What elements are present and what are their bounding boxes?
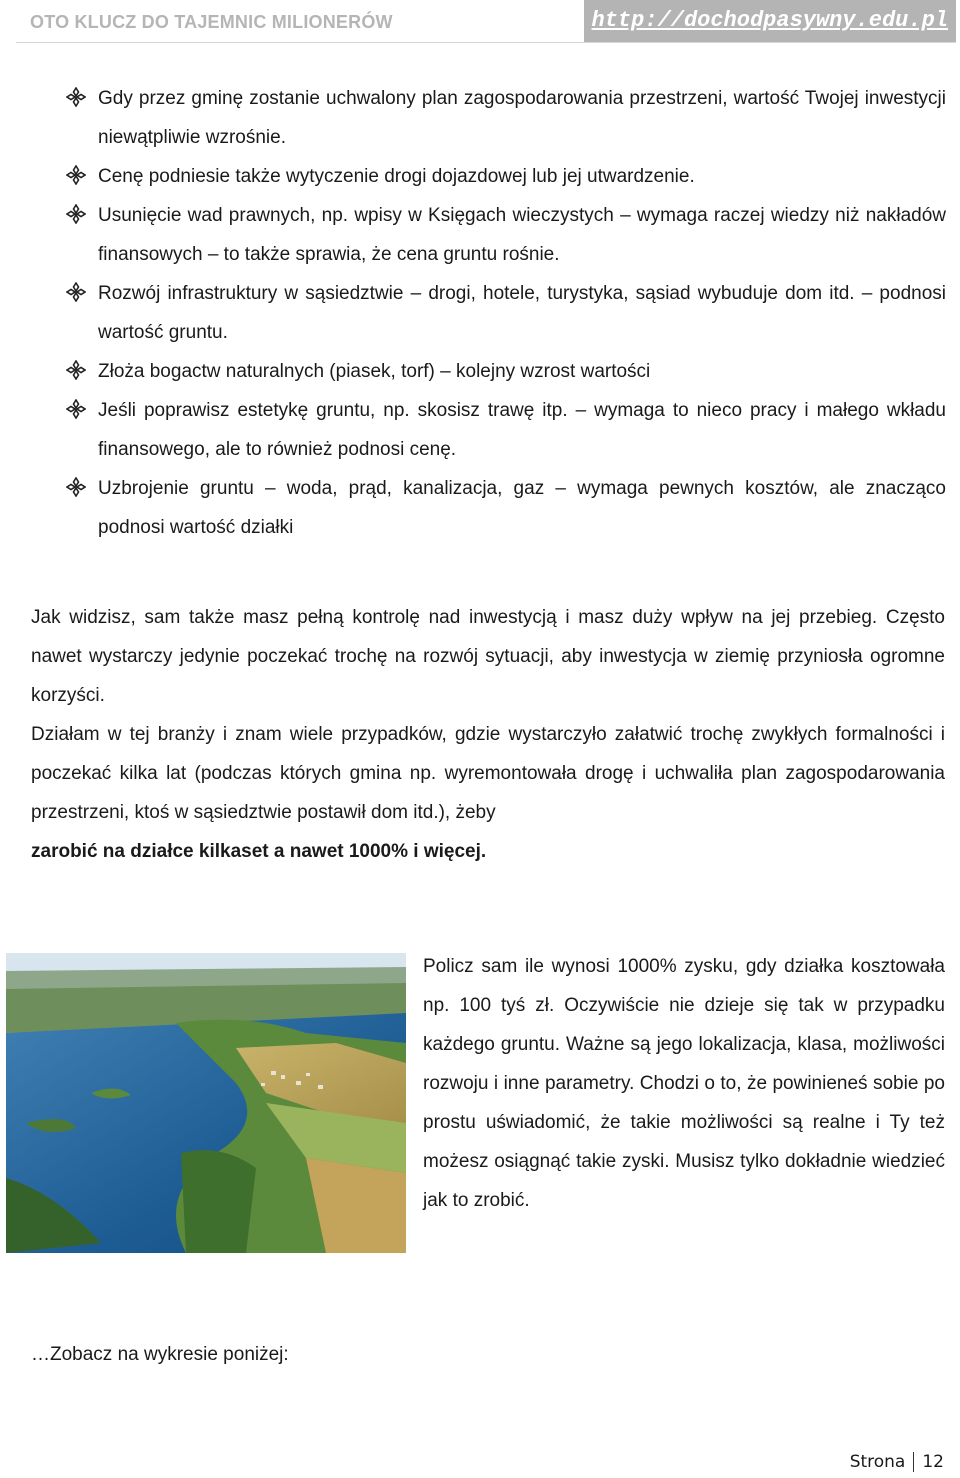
header-link[interactable]: http://dochodpasywny.edu.pl: [584, 0, 956, 42]
diamond-bullet-icon: [66, 399, 86, 419]
footer-separator: [913, 1452, 914, 1472]
bullet-text: Rozwój infrastruktury w sąsiedztwie – drogi, hotele, turystyka, sąsiad wybuduje dom itd. – podnosi wartość gruntu.: [98, 283, 946, 343]
bullet-text: Jeśli poprawisz estetykę gruntu, np. skosisz trawę itp. – wymaga to nieco pracy i małego wkładu finansowego, ale to również podnosi cenę.: [98, 400, 946, 460]
diamond-bullet-icon: [66, 204, 86, 224]
side-paragraph: Policz sam ile wynosi 1000% zysku, gdy działka kosztowała np. 100 tyś zł. Oczywiście nie dzieje się tak w przypadku każdego gruntu. Ważne są jego lokalizacja, klasa, możliwości rozwoju i inne parametry. Chodzi o to, że powinieneś sobie po prostu uświadomić, że takie możliwości są realne i Ty też możesz osiągnąć takie zyski. Musisz tylko dokładnie wiedzieć jak to zrobić.: [423, 956, 945, 1211]
list-item: [66, 469, 946, 547]
paragraph-experience-text: Działam w tej branży i znam wiele przypadków, gdzie wystarczyło załatwić trochę zwykłych formalności i poczekać kilka lat (podczas których gmina np. wyremontowała drogę i uchwaliła plan zagospodarowania przestrzeni, ktoś w sąsiedztwie postawił dom itd.), żeby: [31, 724, 945, 823]
page-header: [16, 0, 956, 43]
diamond-bullet-icon: [66, 87, 86, 107]
diamond-bullet-icon: [66, 282, 86, 302]
diamond-bullet-icon: [66, 360, 86, 380]
list-item: [66, 157, 946, 196]
page-footer: [850, 1452, 944, 1472]
diamond-bullet-icon: [66, 165, 86, 185]
list-item: [66, 391, 946, 469]
footer-label: Strona: [849, 1452, 906, 1472]
header-title: OTO KLUCZ DO TAJEMNIC MILIONERÓW: [30, 12, 393, 32]
list-item: [66, 274, 946, 352]
bullet-text: Gdy przez gminę zostanie uchwalony plan zagospodarowania przestrzeni, wartość Twojej inwestycji niewątpliwie wzrośnie.: [98, 88, 946, 148]
paragraph-emphasis: zarobić na działce kilkaset a nawet 1000% i więcej.: [31, 841, 487, 862]
lake-landscape-image: [6, 953, 406, 1253]
list-item: [66, 79, 946, 157]
bullet-text: Uzbrojenie gruntu – woda, prąd, kanalizacja, gaz – wymaga pewnych kosztów, ale znacząco podnosi wartość działki: [98, 478, 946, 538]
bullet-text: Usunięcie wad prawnych, np. wpisy w Księgach wieczystych – wymaga raczej wiedzy niż nakładów finansowych – to także sprawia, że cena gruntu rośnie.: [98, 205, 946, 265]
list-item: [66, 196, 946, 274]
paragraph-control: Jak widzisz, sam także masz pełną kontrolę nad inwestycją i masz duży wpływ na jej przebieg. Często nawet wystarczy jedynie poczekać trochę na rozwój sytuacji, aby inwestycja w ziemię przyniosła ogromne korzyści.: [31, 607, 945, 706]
paragraph-experience: [31, 715, 945, 871]
page-number: 12: [922, 1452, 944, 1472]
see-chart-below: …Zobacz na wykresie poniżej:: [31, 1344, 289, 1365]
bullet-text: Cenę podniesie także wytyczenie drogi dojazdowej lub jej utwardzenie.: [98, 166, 695, 187]
lake-aerial-photo: [6, 953, 406, 1253]
list-item: [66, 352, 946, 391]
bullet-text: Złoża bogactw naturalnych (piasek, torf) – kolejny wzrost wartości: [98, 361, 651, 382]
diamond-bullet-icon: [66, 477, 86, 497]
bullet-list: [66, 79, 946, 547]
